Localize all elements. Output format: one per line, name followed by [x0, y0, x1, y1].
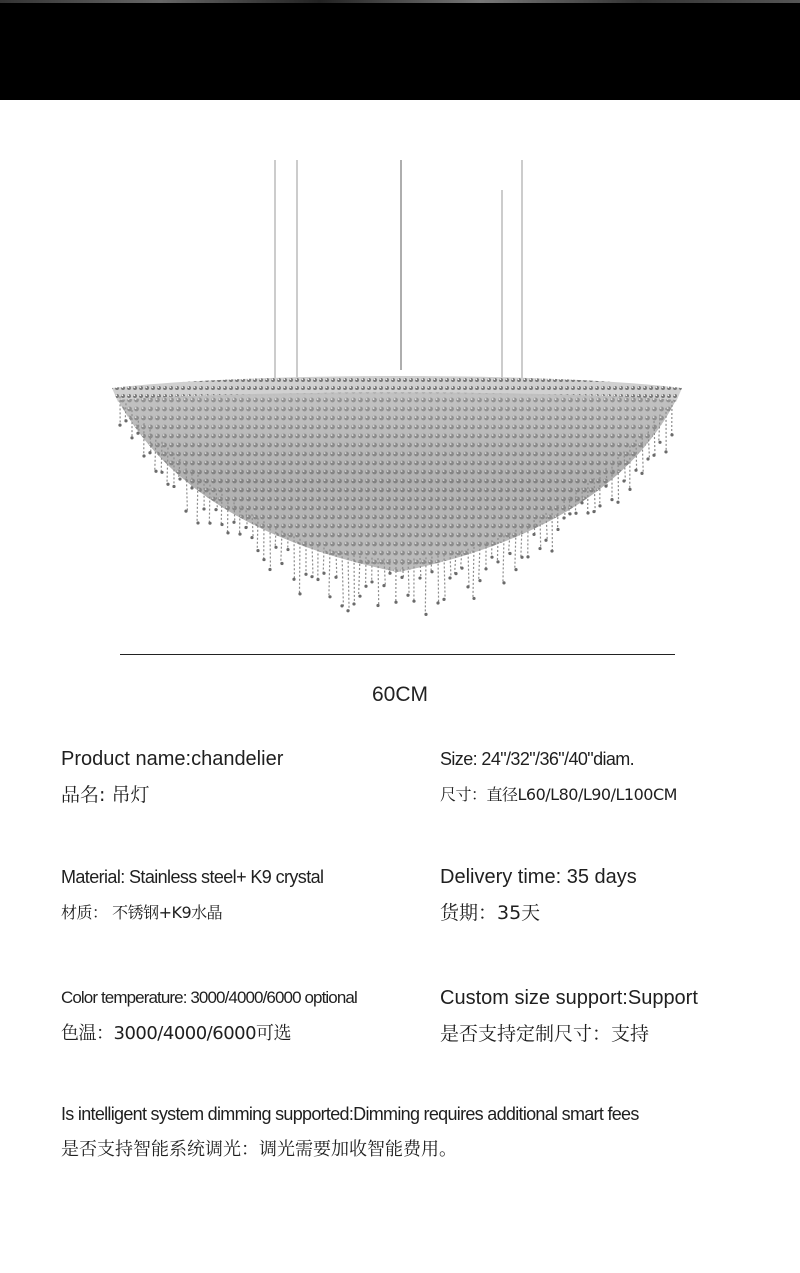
spec-product-name-en: Product name:chandelier — [61, 748, 284, 770]
spec-material — [61, 864, 323, 926]
spec-delivery-zh: 货期：35天 — [440, 902, 541, 924]
spec-custom-size — [440, 985, 698, 1047]
spec-size-en: Size: 24"/32"/36"/40"diam. — [440, 749, 635, 769]
dimension-line — [120, 654, 675, 655]
spec-color-temperature-en: Color temperature: 3000/4000/6000 optional — [61, 988, 357, 1007]
spec-dimming-zh: 是否支持智能系统调光：调光需要加收智能费用。 — [61, 1139, 457, 1160]
spec-delivery — [440, 864, 637, 926]
spec-size — [440, 746, 677, 808]
spec-product-name-zh: 品名: 吊灯 — [61, 784, 150, 806]
spec-material-en: Material: Stainless steel+ K9 crystal — [61, 867, 324, 887]
photo-strip — [0, 0, 800, 3]
spec-material-zh: 材质： 不锈钢+K9水晶 — [61, 903, 223, 922]
dimension-label: 60CM — [371, 683, 429, 706]
spec-custom-size-en: Custom size support:Support — [440, 987, 698, 1009]
spec-size-zh: 尺寸：直径L60/L80/L90/L100CM — [440, 785, 677, 804]
spec-delivery-en: Delivery time: 35 days — [440, 866, 637, 888]
spec-color-temperature-zh: 色温：3000/4000/6000可选 — [61, 1023, 292, 1044]
top-photo-band — [0, 0, 800, 100]
crystal-chandelier-icon — [0, 100, 800, 640]
spec-color-temperature — [61, 985, 357, 1047]
spec-dimming — [61, 1101, 639, 1163]
spec-dimming-en: Is intelligent system dimming supported:Dimming requires additional smart fees — [61, 1104, 639, 1124]
spec-product-name — [61, 746, 283, 808]
spec-custom-size-zh: 是否支持定制尺寸：支持 — [440, 1023, 650, 1045]
